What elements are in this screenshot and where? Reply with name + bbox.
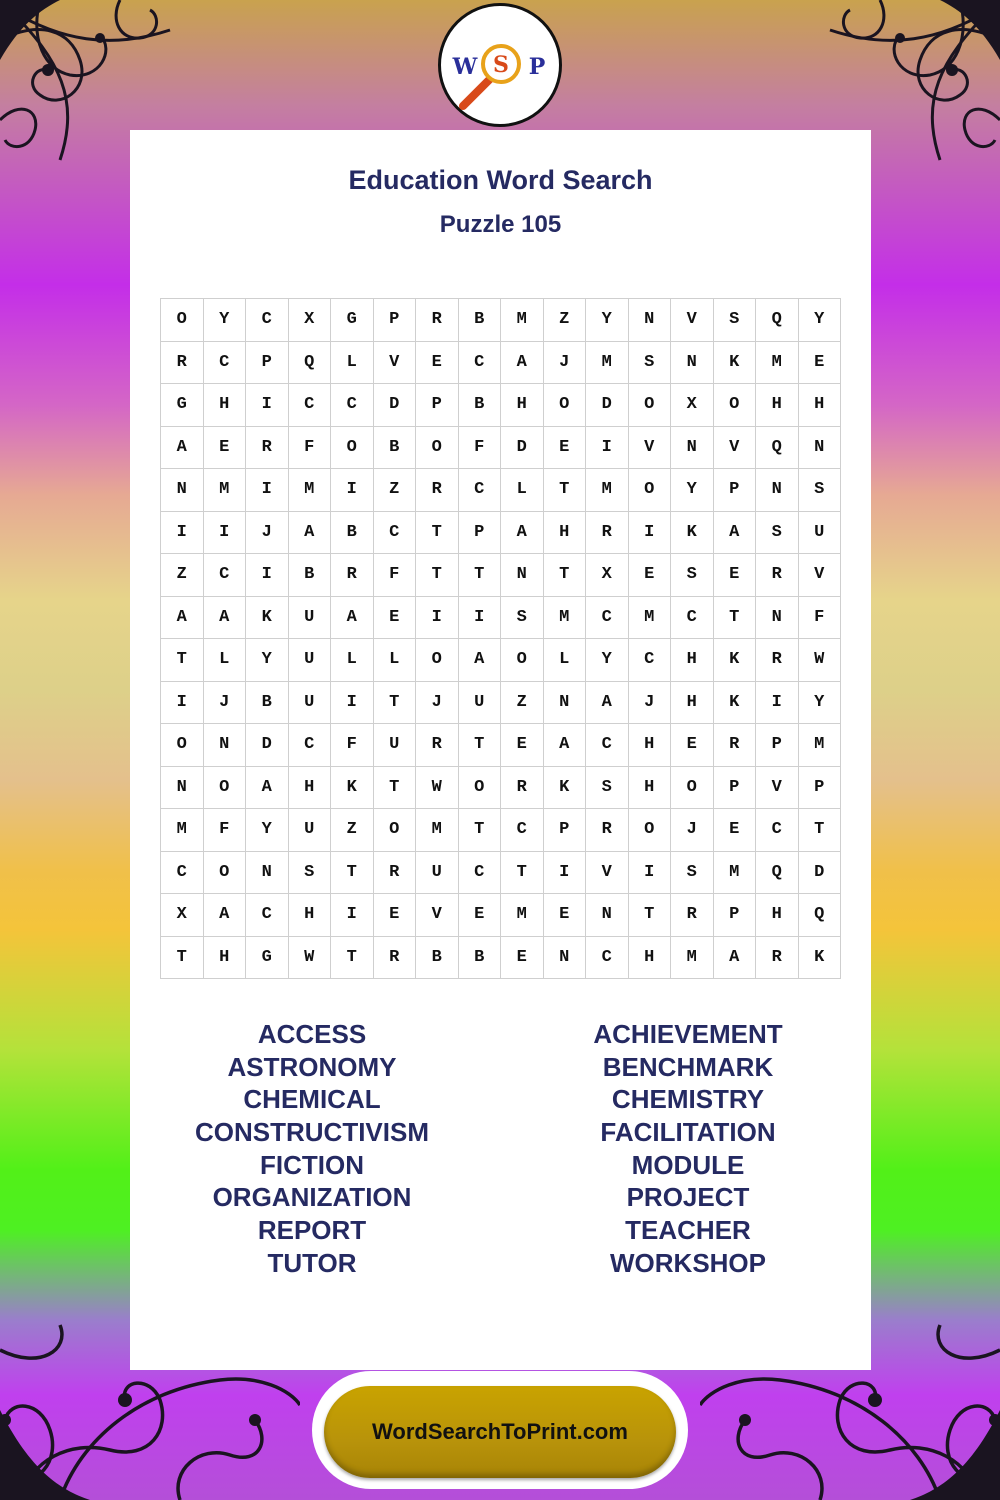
- grid-cell[interactable]: R: [671, 894, 714, 937]
- grid-cell[interactable]: Y: [246, 809, 289, 852]
- grid-cell[interactable]: M: [289, 469, 332, 512]
- grid-cell[interactable]: S: [714, 299, 757, 342]
- grid-cell[interactable]: B: [459, 299, 502, 342]
- grid-cell[interactable]: T: [416, 554, 459, 597]
- grid-cell[interactable]: C: [204, 554, 247, 597]
- grid-cell[interactable]: R: [714, 724, 757, 767]
- grid-cell[interactable]: K: [799, 937, 842, 980]
- grid-cell[interactable]: H: [501, 384, 544, 427]
- grid-cell[interactable]: U: [374, 724, 417, 767]
- word-list-item: TUTOR: [267, 1247, 357, 1278]
- word-list-item: PROJECT: [626, 1182, 750, 1213]
- grid-cell[interactable]: V: [374, 342, 417, 385]
- grid-cell[interactable]: E: [799, 342, 842, 385]
- grid-cell[interactable]: R: [161, 342, 204, 385]
- grid-cell[interactable]: Z: [161, 554, 204, 597]
- grid-cell[interactable]: J: [544, 342, 587, 385]
- word-list-right-column: [518, 1018, 858, 1280]
- grid-cell[interactable]: A: [714, 937, 757, 980]
- word-list-item: TEACHER: [625, 1215, 751, 1246]
- word-list-item: CHEMISTRY: [611, 1084, 765, 1115]
- grid-cell[interactable]: K: [714, 342, 757, 385]
- grid-cell[interactable]: T: [544, 469, 587, 512]
- grid-cell[interactable]: D: [246, 724, 289, 767]
- grid-cell[interactable]: F: [799, 597, 842, 640]
- grid-cell[interactable]: P: [714, 767, 757, 810]
- grid-cell[interactable]: E: [714, 554, 757, 597]
- grid-cell[interactable]: N: [756, 597, 799, 640]
- word-list-item: MODULE: [631, 1149, 745, 1180]
- word-list-item: BENCHMARK: [602, 1051, 774, 1082]
- grid-cell[interactable]: N: [544, 937, 587, 980]
- grid-cell[interactable]: F: [289, 427, 332, 470]
- grid-cell[interactable]: S: [799, 469, 842, 512]
- grid-cell[interactable]: N: [161, 469, 204, 512]
- grid-cell[interactable]: V: [629, 427, 672, 470]
- grid-cell[interactable]: N: [671, 427, 714, 470]
- grid-cell[interactable]: N: [586, 894, 629, 937]
- grid-cell[interactable]: Y: [799, 682, 842, 725]
- grid-cell[interactable]: M: [586, 469, 629, 512]
- grid-cell[interactable]: I: [544, 852, 587, 895]
- grid-cell[interactable]: L: [544, 639, 587, 682]
- grid-cell[interactable]: V: [799, 554, 842, 597]
- grid-cell[interactable]: S: [289, 852, 332, 895]
- grid-cell[interactable]: D: [374, 384, 417, 427]
- grid-cell[interactable]: A: [331, 597, 374, 640]
- grid-cell[interactable]: Y: [586, 299, 629, 342]
- grid-cell[interactable]: C: [289, 724, 332, 767]
- grid-cell[interactable]: J: [629, 682, 672, 725]
- word-list-item: CONSTRUCTIVISM: [195, 1117, 429, 1148]
- word-list-item: WORKSHOP: [610, 1247, 766, 1278]
- grid-cell[interactable]: C: [671, 597, 714, 640]
- grid-cell[interactable]: E: [501, 724, 544, 767]
- grid-cell[interactable]: G: [161, 384, 204, 427]
- grid-cell[interactable]: P: [544, 809, 587, 852]
- grid-cell[interactable]: H: [671, 639, 714, 682]
- grid-cell[interactable]: Q: [756, 427, 799, 470]
- grid-cell[interactable]: B: [331, 512, 374, 555]
- grid-cell[interactable]: I: [331, 469, 374, 512]
- word-list-item: ACCESS: [257, 1019, 367, 1049]
- grid-cell[interactable]: Y: [586, 639, 629, 682]
- grid-cell[interactable]: A: [544, 724, 587, 767]
- grid-cell[interactable]: D: [501, 427, 544, 470]
- grid-cell[interactable]: M: [544, 597, 587, 640]
- grid-cell[interactable]: I: [246, 554, 289, 597]
- grid-cell[interactable]: O: [459, 767, 502, 810]
- grid-cell[interactable]: N: [204, 724, 247, 767]
- grid-cell[interactable]: E: [204, 427, 247, 470]
- grid-cell[interactable]: N: [246, 852, 289, 895]
- grid-cell[interactable]: E: [671, 724, 714, 767]
- grid-cell[interactable]: C: [756, 809, 799, 852]
- grid-cell[interactable]: A: [289, 512, 332, 555]
- grid-cell[interactable]: U: [289, 682, 332, 725]
- grid-cell[interactable]: O: [161, 299, 204, 342]
- grid-cell[interactable]: T: [161, 937, 204, 980]
- grid-cell[interactable]: M: [161, 809, 204, 852]
- grid-cell[interactable]: O: [629, 809, 672, 852]
- grid-cell[interactable]: Y: [204, 299, 247, 342]
- grid-cell[interactable]: L: [331, 342, 374, 385]
- grid-cell[interactable]: Z: [501, 682, 544, 725]
- grid-cell[interactable]: J: [671, 809, 714, 852]
- grid-cell[interactable]: O: [629, 469, 672, 512]
- grid-cell[interactable]: M: [586, 342, 629, 385]
- grid-cell[interactable]: K: [671, 512, 714, 555]
- grid-cell[interactable]: C: [459, 469, 502, 512]
- grid-cell[interactable]: S: [629, 342, 672, 385]
- logo-letter-p: P: [528, 54, 546, 80]
- grid-cell[interactable]: U: [799, 512, 842, 555]
- page-title: Education Word Search: [348, 165, 653, 195]
- grid-cell[interactable]: A: [501, 342, 544, 385]
- logo-letter-s: S: [493, 52, 509, 78]
- grid-cell[interactable]: I: [586, 427, 629, 470]
- grid-cell[interactable]: T: [459, 809, 502, 852]
- grid-cell[interactable]: R: [586, 512, 629, 555]
- grid-cell[interactable]: H: [756, 894, 799, 937]
- grid-cell[interactable]: B: [289, 554, 332, 597]
- grid-cell[interactable]: H: [544, 512, 587, 555]
- grid-cell[interactable]: M: [501, 299, 544, 342]
- grid-cell[interactable]: V: [671, 299, 714, 342]
- footer-site-link[interactable]: [324, 1386, 676, 1478]
- grid-cell[interactable]: A: [459, 639, 502, 682]
- grid-cell[interactable]: O: [416, 639, 459, 682]
- word-list-item: REPORT: [257, 1215, 367, 1246]
- grid-cell[interactable]: I: [161, 512, 204, 555]
- magnifier-icon: [441, 6, 559, 124]
- grid-cell[interactable]: T: [501, 852, 544, 895]
- grid-cell[interactable]: E: [629, 554, 672, 597]
- grid-cell[interactable]: L: [331, 639, 374, 682]
- grid-cell[interactable]: C: [459, 852, 502, 895]
- grid-cell[interactable]: O: [671, 767, 714, 810]
- grid-cell[interactable]: T: [331, 852, 374, 895]
- grid-cell[interactable]: A: [586, 682, 629, 725]
- logo-letter-w: W: [452, 54, 478, 80]
- grid-cell[interactable]: U: [289, 639, 332, 682]
- grid-cell[interactable]: G: [246, 937, 289, 980]
- grid-cell[interactable]: S: [671, 554, 714, 597]
- grid-cell[interactable]: M: [756, 342, 799, 385]
- grid-cell[interactable]: N: [756, 469, 799, 512]
- grid-cell[interactable]: F: [204, 809, 247, 852]
- grid-cell[interactable]: H: [204, 937, 247, 980]
- grid-cell[interactable]: T: [161, 639, 204, 682]
- grid-cell[interactable]: T: [331, 937, 374, 980]
- grid-cell[interactable]: T: [459, 724, 502, 767]
- grid-cell[interactable]: T: [799, 809, 842, 852]
- grid-cell[interactable]: O: [544, 384, 587, 427]
- grid-cell[interactable]: E: [416, 342, 459, 385]
- grid-cell[interactable]: P: [246, 342, 289, 385]
- grid-cell[interactable]: U: [289, 809, 332, 852]
- grid-cell[interactable]: H: [799, 384, 842, 427]
- word-list-left-column: [142, 1018, 482, 1280]
- grid-cell[interactable]: L: [501, 469, 544, 512]
- grid-cell[interactable]: Q: [756, 852, 799, 895]
- grid-cell[interactable]: R: [756, 639, 799, 682]
- grid-cell[interactable]: T: [374, 767, 417, 810]
- letter-grid: [160, 298, 841, 979]
- grid-cell[interactable]: T: [714, 597, 757, 640]
- grid-cell[interactable]: G: [331, 299, 374, 342]
- grid-cell[interactable]: O: [331, 427, 374, 470]
- grid-cell[interactable]: P: [756, 724, 799, 767]
- grid-cell[interactable]: C: [459, 342, 502, 385]
- grid-cell[interactable]: C: [586, 937, 629, 980]
- grid-cell[interactable]: R: [416, 299, 459, 342]
- grid-cell[interactable]: K: [714, 639, 757, 682]
- grid-cell[interactable]: I: [204, 512, 247, 555]
- grid-cell[interactable]: K: [246, 597, 289, 640]
- grid-cell[interactable]: Z: [331, 809, 374, 852]
- grid-cell[interactable]: V: [714, 427, 757, 470]
- word-list-item: CHEMICAL: [243, 1084, 381, 1115]
- footer-site-label: WordSearchToPrint.com: [372, 1419, 628, 1444]
- grid-cell[interactable]: R: [586, 809, 629, 852]
- grid-cell[interactable]: I: [246, 384, 289, 427]
- grid-cell[interactable]: Q: [756, 299, 799, 342]
- grid-cell[interactable]: B: [459, 384, 502, 427]
- grid-cell[interactable]: I: [629, 852, 672, 895]
- grid-cell[interactable]: S: [501, 597, 544, 640]
- grid-cell[interactable]: I: [331, 894, 374, 937]
- grid-cell[interactable]: J: [416, 682, 459, 725]
- grid-cell[interactable]: T: [629, 894, 672, 937]
- grid-cell[interactable]: R: [416, 469, 459, 512]
- grid-cell[interactable]: J: [246, 512, 289, 555]
- grid-cell[interactable]: U: [289, 597, 332, 640]
- grid-cell[interactable]: X: [671, 384, 714, 427]
- grid-cell[interactable]: T: [544, 554, 587, 597]
- grid-cell[interactable]: D: [586, 384, 629, 427]
- grid-cell[interactable]: A: [501, 512, 544, 555]
- grid-cell[interactable]: H: [629, 767, 672, 810]
- grid-cell[interactable]: U: [459, 682, 502, 725]
- grid-cell[interactable]: O: [374, 809, 417, 852]
- grid-cell[interactable]: L: [374, 639, 417, 682]
- grid-cell[interactable]: I: [331, 682, 374, 725]
- grid-cell[interactable]: F: [374, 554, 417, 597]
- grid-cell[interactable]: S: [586, 767, 629, 810]
- grid-cell[interactable]: O: [714, 384, 757, 427]
- grid-cell[interactable]: I: [246, 469, 289, 512]
- grid-cell[interactable]: A: [714, 512, 757, 555]
- grid-cell[interactable]: E: [544, 894, 587, 937]
- word-list-item: ORGANIZATION: [212, 1182, 412, 1213]
- site-logo[interactable]: [438, 3, 562, 127]
- grid-cell[interactable]: O: [161, 724, 204, 767]
- grid-cell[interactable]: K: [714, 682, 757, 725]
- grid-cell[interactable]: H: [671, 682, 714, 725]
- grid-cell[interactable]: C: [204, 342, 247, 385]
- grid-cell[interactable]: L: [204, 639, 247, 682]
- grid-cell[interactable]: O: [629, 384, 672, 427]
- grid-cell[interactable]: P: [714, 469, 757, 512]
- grid-cell[interactable]: Y: [671, 469, 714, 512]
- grid-cell[interactable]: Q: [289, 342, 332, 385]
- grid-cell[interactable]: C: [246, 299, 289, 342]
- grid-cell[interactable]: S: [756, 512, 799, 555]
- grid-cell[interactable]: S: [671, 852, 714, 895]
- grid-cell[interactable]: I: [629, 512, 672, 555]
- grid-cell[interactable]: H: [629, 724, 672, 767]
- grid-cell[interactable]: P: [799, 767, 842, 810]
- grid-cell[interactable]: F: [459, 427, 502, 470]
- grid-cell[interactable]: V: [586, 852, 629, 895]
- grid-cell[interactable]: R: [331, 554, 374, 597]
- word-list-item: FICTION: [260, 1149, 364, 1180]
- grid-cell[interactable]: E: [501, 937, 544, 980]
- grid-cell[interactable]: B: [416, 937, 459, 980]
- grid-cell[interactable]: R: [756, 937, 799, 980]
- grid-cell[interactable]: M: [629, 597, 672, 640]
- grid-cell[interactable]: N: [799, 427, 842, 470]
- grid-cell[interactable]: E: [374, 597, 417, 640]
- grid-cell[interactable]: E: [544, 427, 587, 470]
- grid-cell[interactable]: K: [331, 767, 374, 810]
- grid-cell[interactable]: R: [501, 767, 544, 810]
- grid-cell[interactable]: R: [246, 427, 289, 470]
- grid-cell[interactable]: M: [416, 809, 459, 852]
- grid-cell[interactable]: T: [374, 682, 417, 725]
- grid-cell[interactable]: I: [161, 682, 204, 725]
- grid-cell[interactable]: W: [799, 639, 842, 682]
- grid-cell[interactable]: U: [416, 852, 459, 895]
- grid-cell[interactable]: O: [204, 852, 247, 895]
- grid-cell[interactable]: W: [289, 937, 332, 980]
- grid-cell[interactable]: H: [289, 767, 332, 810]
- grid-cell[interactable]: M: [204, 469, 247, 512]
- grid-cell[interactable]: O: [204, 767, 247, 810]
- grid-cell[interactable]: E: [374, 894, 417, 937]
- grid-cell[interactable]: C: [289, 384, 332, 427]
- puzzle-sheet: [130, 130, 871, 1370]
- grid-cell[interactable]: T: [416, 512, 459, 555]
- grid-cell[interactable]: A: [204, 597, 247, 640]
- grid-cell[interactable]: R: [416, 724, 459, 767]
- grid-cell[interactable]: E: [459, 894, 502, 937]
- grid-cell[interactable]: V: [416, 894, 459, 937]
- grid-cell[interactable]: W: [416, 767, 459, 810]
- grid-cell[interactable]: N: [629, 299, 672, 342]
- grid-cell[interactable]: P: [416, 384, 459, 427]
- grid-cell[interactable]: F: [331, 724, 374, 767]
- word-list-item: ASTRONOMY: [227, 1051, 397, 1082]
- grid-cell[interactable]: A: [204, 894, 247, 937]
- grid-cell[interactable]: B: [374, 427, 417, 470]
- grid-cell[interactable]: E: [714, 809, 757, 852]
- grid-cell[interactable]: C: [501, 809, 544, 852]
- grid-cell[interactable]: M: [714, 852, 757, 895]
- grid-cell[interactable]: X: [161, 894, 204, 937]
- grid-cell[interactable]: A: [161, 597, 204, 640]
- grid-cell[interactable]: T: [459, 554, 502, 597]
- grid-cell[interactable]: R: [374, 852, 417, 895]
- grid-cell[interactable]: C: [161, 852, 204, 895]
- grid-cell[interactable]: Z: [374, 469, 417, 512]
- grid-cell[interactable]: R: [756, 554, 799, 597]
- grid-cell[interactable]: M: [671, 937, 714, 980]
- grid-cell[interactable]: D: [799, 852, 842, 895]
- grid-cell[interactable]: N: [544, 682, 587, 725]
- grid-cell[interactable]: P: [374, 299, 417, 342]
- grid-cell[interactable]: C: [629, 639, 672, 682]
- grid-cell[interactable]: B: [459, 937, 502, 980]
- grid-cell[interactable]: P: [714, 894, 757, 937]
- grid-cell[interactable]: I: [416, 597, 459, 640]
- grid-cell[interactable]: N: [501, 554, 544, 597]
- grid-cell[interactable]: V: [756, 767, 799, 810]
- grid-cell[interactable]: A: [161, 427, 204, 470]
- grid-cell[interactable]: H: [204, 384, 247, 427]
- grid-cell[interactable]: H: [756, 384, 799, 427]
- grid-cell[interactable]: X: [586, 554, 629, 597]
- word-list-item: ACHIEVEMENT: [593, 1019, 783, 1049]
- grid-cell[interactable]: Q: [799, 894, 842, 937]
- grid-cell[interactable]: X: [289, 299, 332, 342]
- grid-cell[interactable]: C: [586, 597, 629, 640]
- grid-cell[interactable]: O: [416, 427, 459, 470]
- grid-cell[interactable]: N: [671, 342, 714, 385]
- grid-cell[interactable]: Y: [799, 299, 842, 342]
- grid-cell[interactable]: H: [629, 937, 672, 980]
- word-list-item: FACILITATION: [600, 1117, 776, 1148]
- grid-cell[interactable]: B: [246, 682, 289, 725]
- grid-cell[interactable]: H: [289, 894, 332, 937]
- grid-cell[interactable]: I: [459, 597, 502, 640]
- grid-cell[interactable]: O: [501, 639, 544, 682]
- puzzle-number: Puzzle 105: [439, 211, 562, 238]
- grid-cell[interactable]: I: [756, 682, 799, 725]
- grid-cell[interactable]: C: [374, 512, 417, 555]
- grid-cell[interactable]: M: [799, 724, 842, 767]
- grid-cell[interactable]: Z: [544, 299, 587, 342]
- grid-cell[interactable]: C: [246, 894, 289, 937]
- grid-cell[interactable]: N: [161, 767, 204, 810]
- grid-cell[interactable]: M: [501, 894, 544, 937]
- grid-cell[interactable]: K: [544, 767, 587, 810]
- grid-cell[interactable]: P: [459, 512, 502, 555]
- grid-cell[interactable]: C: [331, 384, 374, 427]
- grid-cell[interactable]: Y: [246, 639, 289, 682]
- grid-cell[interactable]: J: [204, 682, 247, 725]
- grid-cell[interactable]: A: [246, 767, 289, 810]
- grid-cell[interactable]: R: [374, 937, 417, 980]
- grid-cell[interactable]: C: [586, 724, 629, 767]
